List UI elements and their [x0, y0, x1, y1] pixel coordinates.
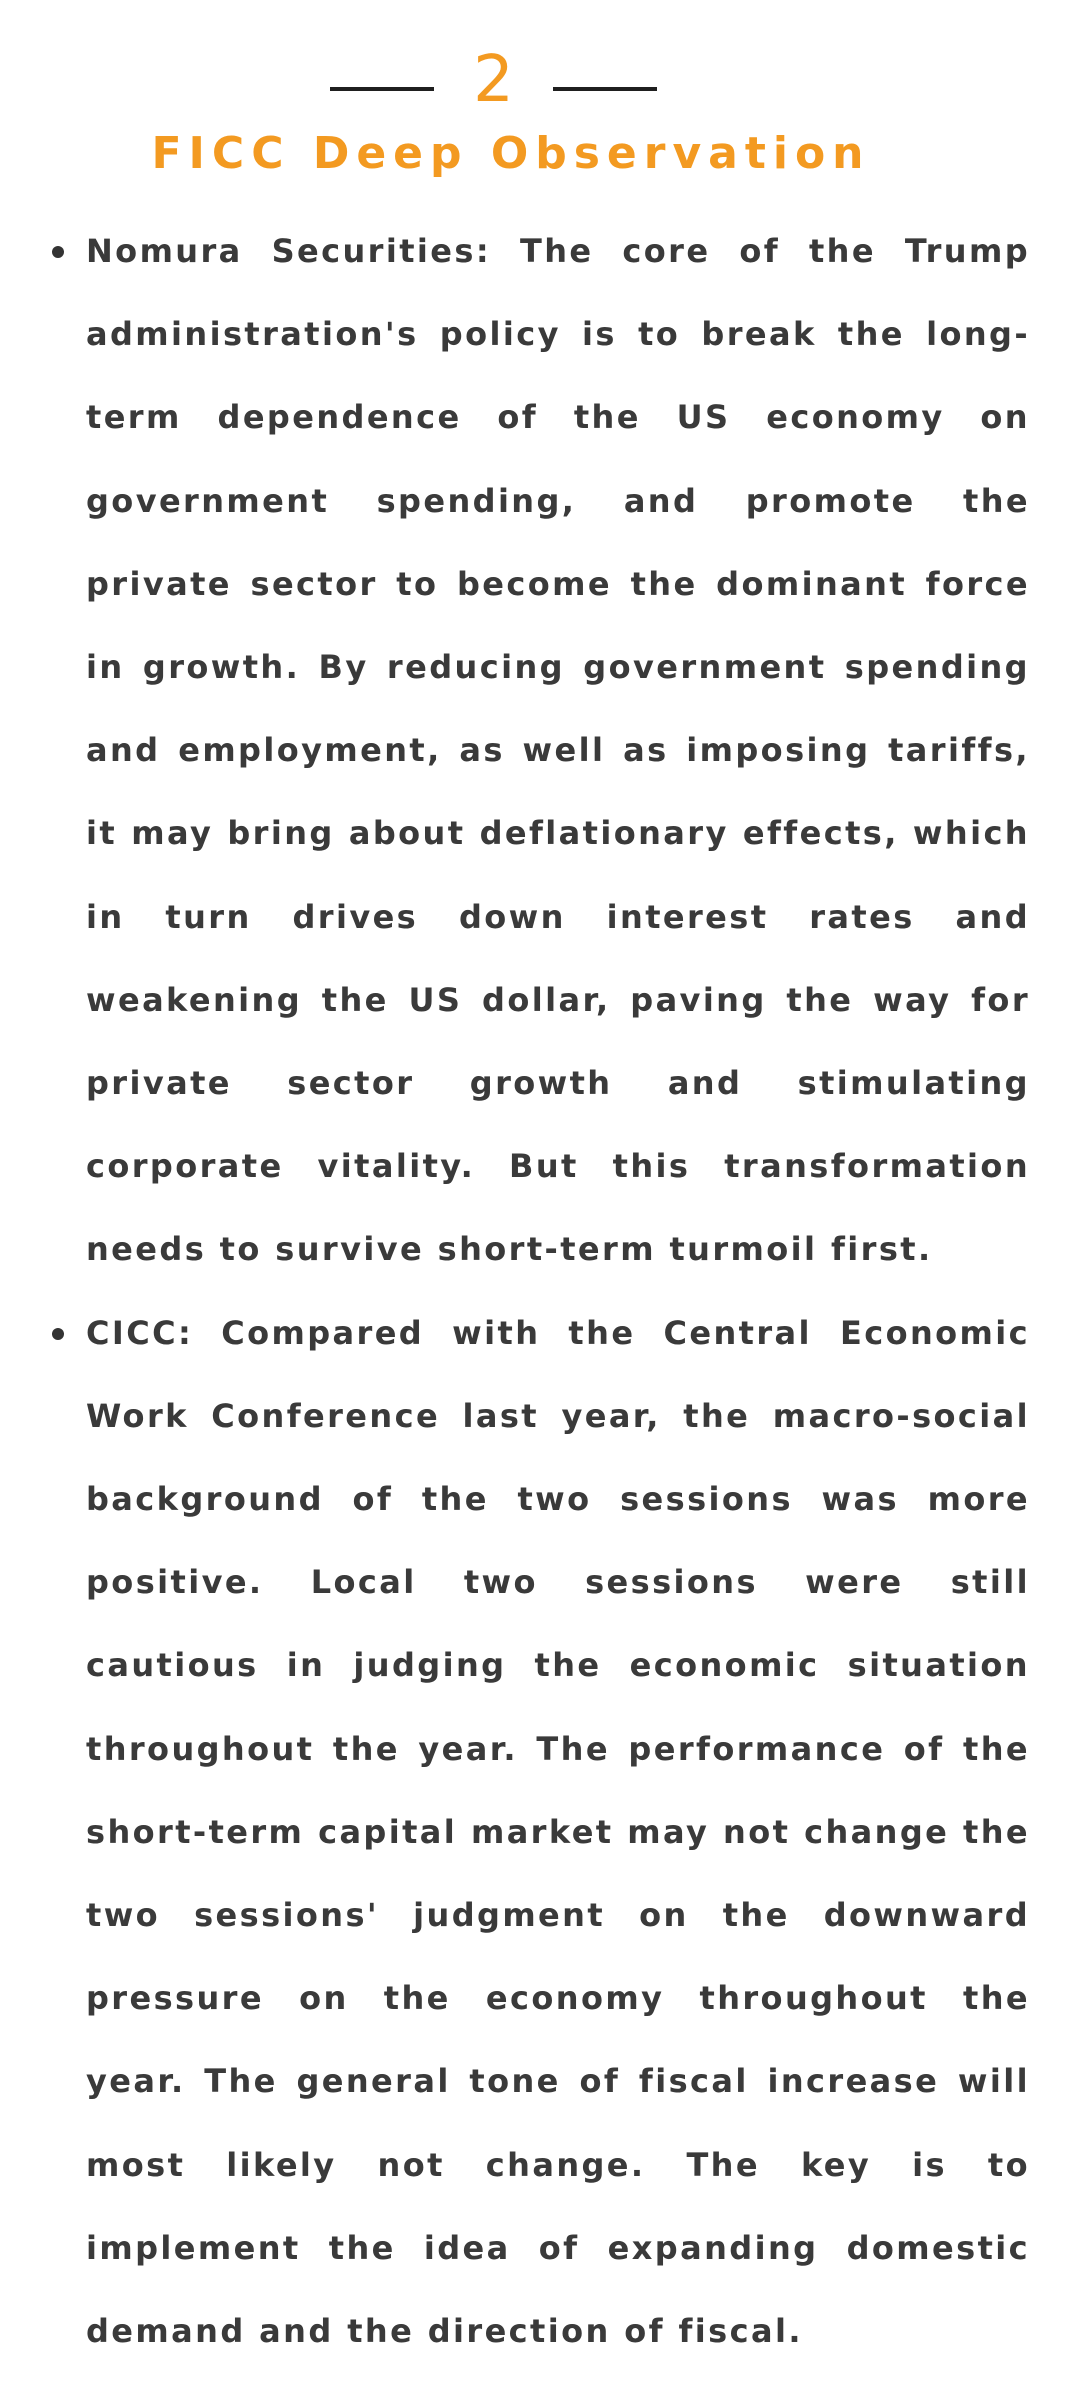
header-rule-right — [553, 87, 657, 91]
section-number: 2 — [473, 43, 514, 117]
observation-text: CICC: Compared with the Central Economic Work Conference last year, the macro-social background of the two sessions was more positive. Local two sessions were still cautious in judging the economic situation throughout the year. The performance of the short-term capital market may not change the two sessions' judgment on the downward pressure on the economy throughout the year. The general tone of fiscal increase will most likely not change. The key is to implement the idea of expanding domestic demand and the direction of fiscal. — [86, 1313, 1030, 2351]
bullet-dot-icon — [52, 1328, 64, 1340]
observation-item-cicc — [50, 1292, 1030, 2374]
observation-text: Nomura Securities: The core of the Trump administration's policy is to break the long-term dependence of the US economy on government spending, and promote the private sector to become the dominant force in growth. By reducing government spending and employment, as well as imposing tariffs, it may bring about deflationary effects, which in turn drives down interest rates and weakening the US dollar, paving the way for private sector growth and stimulating corporate vitality. But this transformation needs to survive short-term turmoil first. — [86, 232, 1030, 1269]
observation-item-nomura — [50, 210, 1030, 1292]
bullet-dot-icon — [52, 246, 64, 258]
section-header — [0, 0, 1080, 200]
header-rule-left — [330, 87, 434, 91]
section-title: FICC Deep Observation — [151, 128, 871, 179]
observation-list — [50, 210, 1030, 2373]
